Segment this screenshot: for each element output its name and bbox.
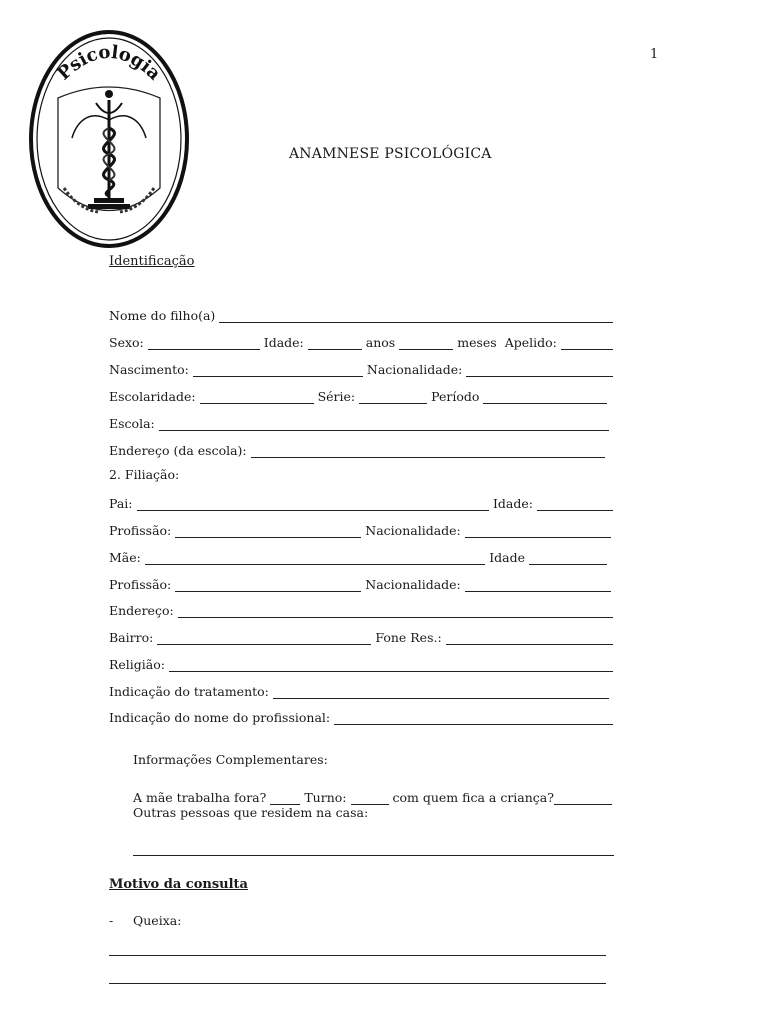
row-nome-filho xyxy=(109,305,613,323)
label-mae: Mãe: xyxy=(109,550,141,565)
label-nacionalidade-mae: Nacionalidade: xyxy=(365,577,461,592)
label-endereco: Endereço: xyxy=(109,603,174,618)
field-serie[interactable] xyxy=(359,390,427,404)
field-periodo[interactable] xyxy=(483,390,607,404)
field-idade-mae[interactable] xyxy=(529,551,607,565)
row-escola xyxy=(109,413,613,431)
field-mae[interactable] xyxy=(145,551,485,565)
label-idade-pai: Idade: xyxy=(492,496,533,511)
field-pai[interactable] xyxy=(137,497,489,511)
field-escola[interactable] xyxy=(159,417,609,431)
label-nacionalidade-pai: Nacionalidade: xyxy=(365,523,461,538)
row-profissao-pai xyxy=(109,520,613,538)
field-bairro[interactable] xyxy=(157,631,371,645)
label-indicacao-tratamento: Indicação do tratamento: xyxy=(109,684,269,699)
label-nascimento: Nascimento: xyxy=(109,362,189,377)
field-idade-pai[interactable] xyxy=(537,497,613,511)
label-idade-mae: Idade xyxy=(489,550,525,565)
label-indicacao-profissional: Indicação do nome do profissional: xyxy=(109,710,331,725)
label-serie: Série: xyxy=(317,389,356,404)
document-title: ANAMNESE PSICOLÓGICA xyxy=(289,146,492,162)
field-profissao-mae[interactable] xyxy=(175,578,361,592)
label-pai: Pai: xyxy=(109,496,133,511)
field-queixa-line-1[interactable] xyxy=(109,955,606,956)
row-endereco-escola xyxy=(109,440,613,458)
label-apelido: Apelido: xyxy=(504,335,557,350)
row-sexo xyxy=(109,332,613,350)
label-nacionalidade-filho: Nacionalidade: xyxy=(366,362,463,377)
row-mae xyxy=(109,547,613,565)
row-pai xyxy=(109,493,613,511)
field-sexo[interactable] xyxy=(148,336,260,350)
label-queixa: Queixa: xyxy=(133,913,182,928)
field-quem-fica[interactable] xyxy=(554,791,612,805)
field-religiao[interactable] xyxy=(169,658,613,672)
label-anos: anos xyxy=(365,335,396,350)
field-nome-filho[interactable] xyxy=(219,309,613,323)
field-mae-trabalha[interactable] xyxy=(270,791,300,805)
label-sexo: Sexo: xyxy=(109,335,144,350)
field-fone[interactable] xyxy=(446,631,613,645)
label-meses: meses xyxy=(457,335,497,350)
row-bairro xyxy=(109,627,613,645)
field-turno[interactable] xyxy=(351,791,389,805)
section-filiacao: 2. Filiação: xyxy=(109,467,180,482)
label-turno: Turno: xyxy=(304,790,347,805)
row-nascimento xyxy=(109,359,613,377)
row-indicacao-tratamento xyxy=(109,681,613,699)
label-mae-trabalha: A mãe trabalha fora? xyxy=(133,790,267,805)
bullet-queixa: - xyxy=(109,913,114,928)
field-indicacao-profissional[interactable] xyxy=(334,711,613,725)
field-idade-anos[interactable] xyxy=(308,336,362,350)
page-number: 1 xyxy=(650,47,659,62)
row-religiao xyxy=(109,654,613,672)
row-mae-trabalha xyxy=(133,787,614,805)
label-escola: Escola: xyxy=(109,416,155,431)
field-nacionalidade-filho[interactable] xyxy=(466,363,613,377)
label-idade: Idade: xyxy=(263,335,304,350)
section-identificacao: Identificação xyxy=(109,254,195,269)
label-religiao: Religião: xyxy=(109,657,165,672)
logo-text: Psicologia xyxy=(53,41,165,85)
field-nacionalidade-mae[interactable] xyxy=(465,578,611,592)
label-escolaridade: Escolaridade: xyxy=(109,389,196,404)
label-fone: Fone Res.: xyxy=(375,630,442,645)
label-profissao-pai: Profissão: xyxy=(109,523,172,538)
label-endereco-escola: Endereço (da escola): xyxy=(109,443,247,458)
field-endereco-escola[interactable] xyxy=(251,444,605,458)
field-idade-meses[interactable] xyxy=(399,336,453,350)
field-endereco[interactable] xyxy=(178,604,613,618)
section-motivo-consulta: Motivo da consulta xyxy=(109,877,248,892)
field-queixa-line-2[interactable] xyxy=(109,983,606,984)
row-endereco xyxy=(109,600,613,618)
label-profissao-mae: Profissão: xyxy=(109,577,172,592)
row-escolaridade xyxy=(109,386,613,404)
psychology-emblem-icon xyxy=(28,28,190,250)
field-nascimento[interactable] xyxy=(193,363,363,377)
field-profissao-pai[interactable] xyxy=(175,524,361,538)
label-periodo: Período xyxy=(431,389,480,404)
label-nome-filho: Nome do filho(a) xyxy=(109,308,216,323)
row-profissao-mae xyxy=(109,574,613,592)
field-apelido[interactable] xyxy=(561,336,613,350)
field-indicacao-tratamento[interactable] xyxy=(273,685,609,699)
label-quem-fica: com quem fica a criança? xyxy=(392,790,554,805)
field-outras-pessoas[interactable] xyxy=(133,855,614,856)
field-escolaridade[interactable] xyxy=(200,390,314,404)
label-outras-pessoas: Outras pessoas que residem na casa: xyxy=(133,805,369,820)
label-bairro: Bairro: xyxy=(109,630,154,645)
section-complementares: Informações Complementares: xyxy=(133,752,328,767)
row-indicacao-profissional xyxy=(109,707,613,725)
field-nacionalidade-pai[interactable] xyxy=(465,524,611,538)
